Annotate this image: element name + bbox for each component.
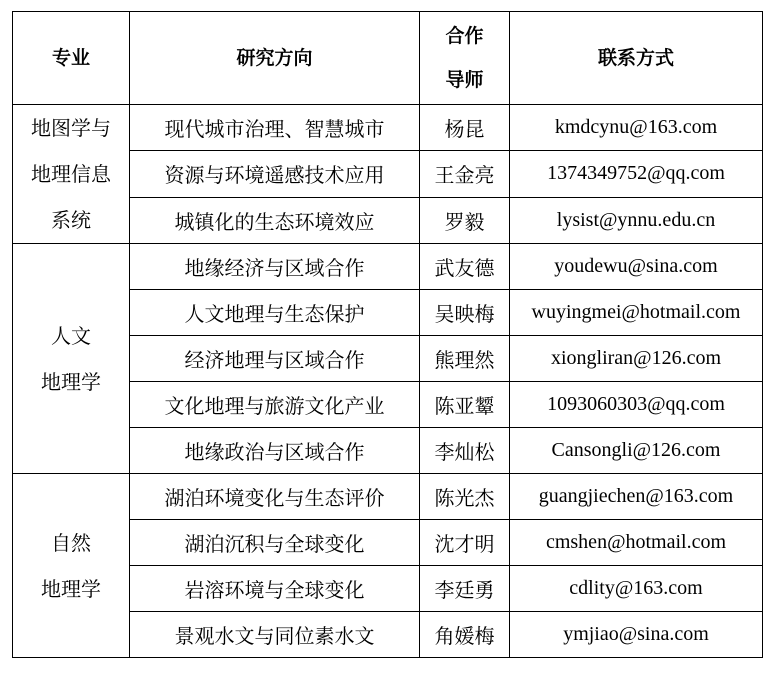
table-row — [13, 105, 763, 151]
major-cell — [13, 105, 130, 244]
header-mentor-line1: 合作 — [445, 25, 484, 47]
major-line: 人文 — [51, 323, 91, 348]
mentor-cell: 吴映梅 — [420, 290, 510, 336]
mentor-cell: 罗毅 — [420, 197, 510, 243]
header-mentor — [420, 12, 510, 105]
header-row — [13, 12, 763, 105]
mentor-cell: 沈才明 — [420, 520, 510, 566]
header-contact: 联系方式 — [510, 12, 763, 105]
mentor-cell: 李廷勇 — [420, 566, 510, 612]
table-row — [13, 244, 763, 290]
mentor-cell: 角媛梅 — [420, 612, 510, 658]
major-line: 地图学与 — [31, 116, 111, 140]
email-cell[interactable]: 1093060303@qq.com — [510, 382, 763, 428]
mentor-cell: 王金亮 — [420, 151, 510, 197]
mentor-cell: 陈亚颦 — [420, 382, 510, 428]
header-major: 专业 — [13, 12, 130, 105]
email-cell[interactable]: cdlity@163.com — [510, 566, 763, 612]
mentor-cell: 熊理然 — [420, 336, 510, 382]
direction-cell: 人文地理与生态保护 — [130, 290, 420, 336]
email-cell[interactable]: Cansongli@126.com — [510, 428, 763, 474]
direction-cell: 景观水文与同位素水文 — [130, 612, 420, 658]
direction-cell: 湖泊环境变化与生态评价 — [130, 474, 420, 520]
email-cell[interactable]: cmshen@hotmail.com — [510, 520, 763, 566]
major-line: 地理学 — [41, 576, 101, 601]
mentor-table — [12, 11, 763, 658]
header-direction: 研究方向 — [130, 12, 420, 105]
email-cell[interactable]: kmdcynu@163.com — [510, 105, 763, 151]
major-cell — [13, 244, 130, 474]
direction-cell: 经济地理与区域合作 — [130, 336, 420, 382]
direction-cell: 湖泊沉积与全球变化 — [130, 520, 420, 566]
major-cell — [13, 474, 130, 658]
email-cell[interactable]: lysist@ynnu.edu.cn — [510, 197, 763, 243]
mentor-cell: 陈光杰 — [420, 474, 510, 520]
major-line: 系统 — [51, 208, 91, 232]
direction-cell: 岩溶环境与全球变化 — [130, 566, 420, 612]
table-row — [13, 474, 763, 520]
email-cell[interactable]: 1374349752@qq.com — [510, 151, 763, 197]
direction-cell: 现代城市治理、智慧城市 — [130, 105, 420, 151]
header-mentor-line2: 导师 — [445, 69, 484, 91]
direction-cell: 资源与环境遥感技术应用 — [130, 151, 420, 197]
mentor-cell: 杨昆 — [420, 105, 510, 151]
mentor-cell: 武友德 — [420, 244, 510, 290]
email-cell[interactable]: youdewu@sina.com — [510, 244, 763, 290]
mentor-cell: 李灿松 — [420, 428, 510, 474]
major-line: 地理学 — [41, 369, 101, 394]
major-line: 地理信息 — [31, 162, 111, 186]
direction-cell: 文化地理与旅游文化产业 — [130, 382, 420, 428]
direction-cell: 城镇化的生态环境效应 — [130, 197, 420, 243]
email-cell[interactable]: wuyingmei@hotmail.com — [510, 290, 763, 336]
email-cell[interactable]: ymjiao@sina.com — [510, 612, 763, 658]
direction-cell: 地缘经济与区域合作 — [130, 244, 420, 290]
direction-cell: 地缘政治与区域合作 — [130, 428, 420, 474]
email-cell[interactable]: guangjiechen@163.com — [510, 474, 763, 520]
major-line: 自然 — [51, 530, 91, 555]
email-cell[interactable]: xiongliran@126.com — [510, 336, 763, 382]
